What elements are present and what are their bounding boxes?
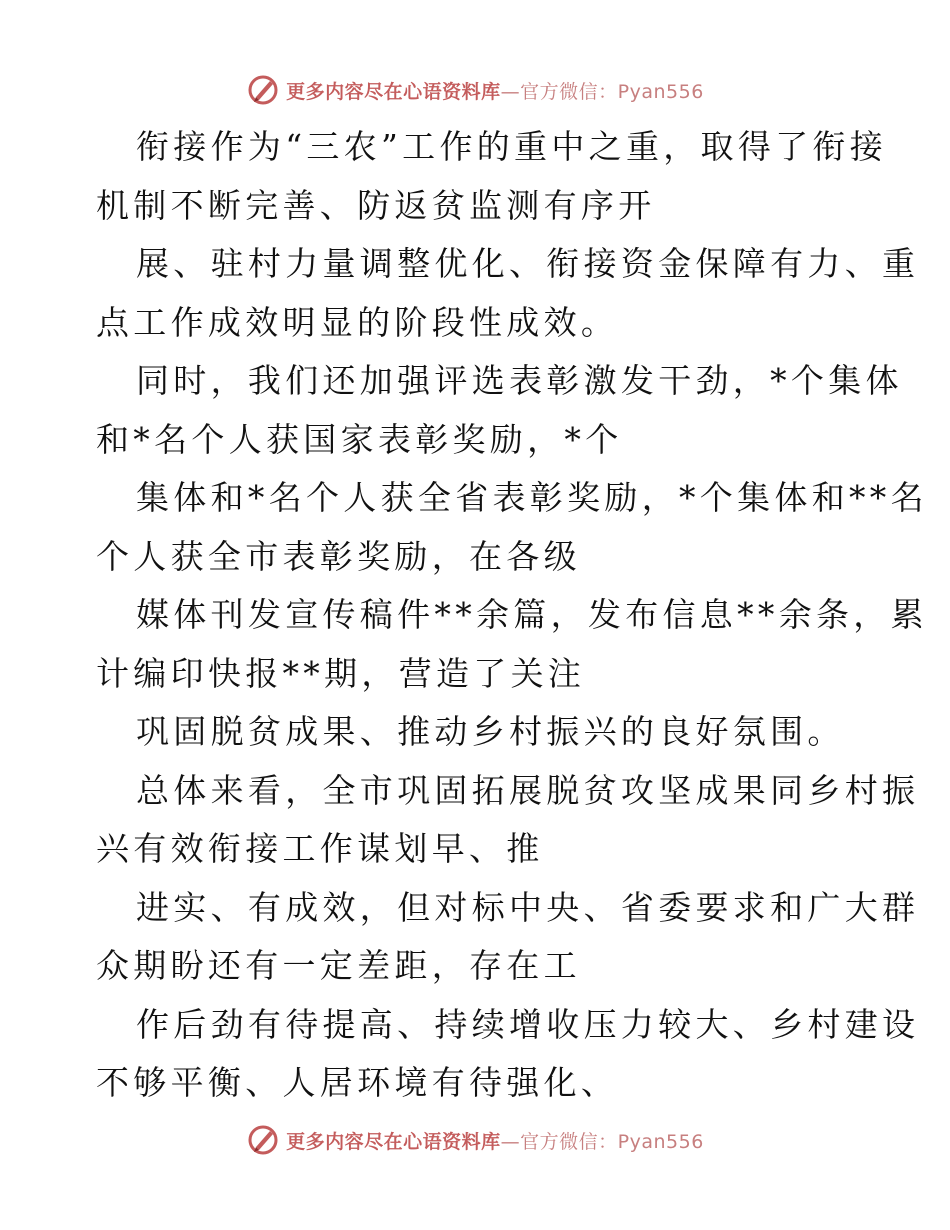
text-line: 机制不断完善、防返贫监测有序开 <box>96 185 656 225</box>
watermark-text: 更多内容尽在心语资料库—官方微信：Pyan556 <box>286 1130 704 1153</box>
text-line: 和*名个人获国家表彰奖励，*个 <box>96 419 623 459</box>
text-line: 计编印快报**期，营造了关注 <box>96 653 586 693</box>
text-line: 媒体刊发宣传稿件**余篇，发布信息**余条，累 <box>136 595 928 634</box>
text-line: 个人获全市表彰奖励，在各级 <box>96 536 581 576</box>
pen-circle-logo-icon <box>246 73 280 107</box>
text-line: 集体和*名个人获全省表彰奖励，*个集体和**名 <box>136 478 928 517</box>
text-line: 众期盼还有一定差距，存在工 <box>96 946 581 985</box>
document-body <box>96 118 928 1113</box>
text-line: 巩固脱贫成果、推动乡村振兴的良好氛围。 <box>136 712 845 751</box>
watermark-text: 更多内容尽在心语资料库—官方微信：Pyan556 <box>286 80 704 103</box>
text-line: 不够平衡、人居环境有待强化、 <box>96 1063 619 1102</box>
text-line: 作后劲有待提高、持续增收压力较大、乡村建设 <box>136 1004 920 1044</box>
text-line: 进实、有成效，但对标中央、省委要求和广大群 <box>136 887 920 927</box>
text-line: 兴有效衔接工作谋划早、推 <box>96 829 544 868</box>
text-line: 展、驻村力量调整优化、衔接资金保障有力、重 <box>136 244 920 283</box>
text-line: 点工作成效明显的阶段性成效。 <box>96 302 619 342</box>
text-line: 总体来看，全市巩固拓展脱贫攻坚成果同乡村振 <box>136 770 920 810</box>
text-line: 衔接作为“三农”工作的重中之重，取得了衔接 <box>136 127 888 166</box>
text-line: 同时，我们还加强评选表彰激发干劲，*个集体 <box>136 361 903 400</box>
header-watermark <box>0 70 950 110</box>
pen-circle-logo-icon <box>246 1123 280 1157</box>
footer-watermark <box>0 1120 950 1160</box>
